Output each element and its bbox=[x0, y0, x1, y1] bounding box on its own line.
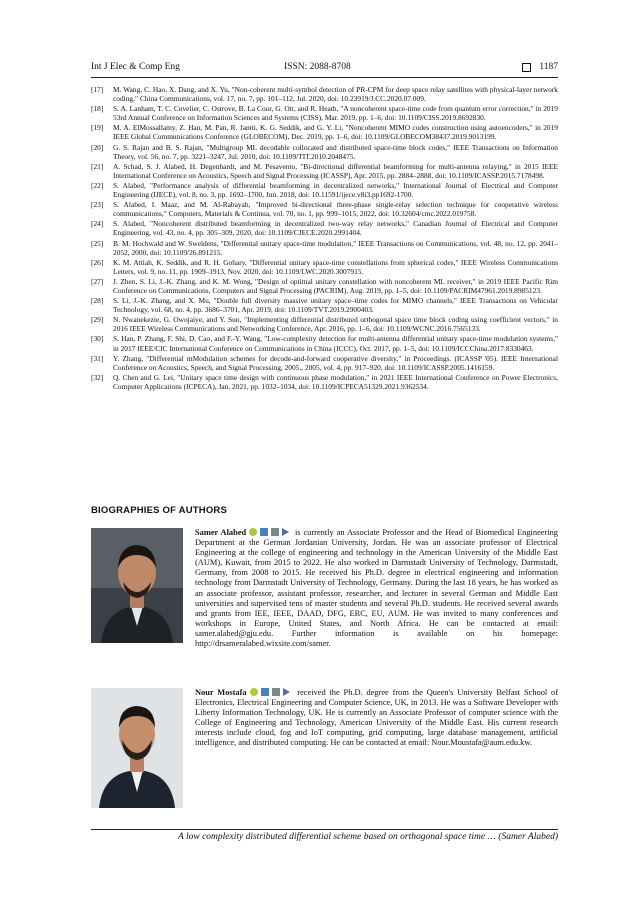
author-photo-samer bbox=[91, 528, 183, 643]
reference-number: [30] bbox=[91, 334, 104, 344]
reference-text: N. Nwanekezie, G. Owojaiye, and Y. Sun, "Implementing differential distributed orthogonal space time block coding using coefficient vectors," in 2016 IEEE Wireless Communications and Networking Conference, Apr. 2016, pp. 1–6, doi: 10.1109/WCNC.2016.7565133. bbox=[113, 315, 558, 334]
reference-text: M. A. ElMossallamy, Z. Han, M. Pan, R. Jantti, K. G. Seddik, and G. Y. Li, "Noncoherent MIMO codes construction using autoencoders," in 2019 IEEE Global Communications Conference (GLOBECOM), Dec. 2019, pp. 1–6, doi: 10.1109/GLOBECOM38437.2019.9013199. bbox=[113, 123, 558, 142]
reference-item bbox=[91, 181, 558, 199]
reference-text: S. Alabed, "Noncoherent distributed beamforming in decentralized two-way relay networks," Canadian Journal of Electrical and Computer Engineering, vol. 43, no. 4, pp. 305–309, 2020, doi: 10.1109/CJECE.2020.2991404. bbox=[113, 219, 558, 238]
reference-item bbox=[91, 315, 558, 333]
reference-list bbox=[91, 85, 558, 392]
reference-number: [19] bbox=[91, 123, 104, 133]
reference-item bbox=[91, 239, 558, 257]
page-number-group bbox=[522, 62, 558, 72]
reference-item bbox=[91, 85, 558, 103]
reference-item bbox=[91, 143, 558, 161]
reference-item bbox=[91, 162, 558, 180]
page-header bbox=[91, 60, 558, 74]
reference-text: Q. Chen and G. Lei, "Unitary space time design with continuous phase modulation," in 2021 IEEE International Conference on Power Electronics, Computer Applications (ICPECA), Jan. 2021, pp. 1032–1034, doi: 10.1109/ICPECA51329.2021.9362534. bbox=[113, 372, 558, 391]
reference-number: [17] bbox=[91, 85, 104, 94]
author-description: received the Ph.D. degree from the Queen's University Belfast School of Electronics, Electrical Engineering and Computer Science, UK, in 2013. He was a Software Developer with Liberty Information Technology, UK. He is currently an Associate Professor of computer science with the College of Engineering and Technology, American University of the Middle East. His current research interests include cloud, fog and IoT computing, grid computing, large database management, artificial intelligence, and distributed computing. He can be contacted at email: Nour.Moustafa@aum.edu.kw. bbox=[195, 688, 559, 748]
wos-icon[interactable] bbox=[283, 688, 290, 696]
scopus-icon[interactable] bbox=[271, 528, 279, 536]
reference-text: K. M. Attiah, K. Seddik, and R. H. Gohary, "Differential unitary space-time constellations from spherical codes," IEEE Wireless Communications Letters, vol. 9, no. 11, pp. 1909–1913, Nov. 2020, doi: 10.1109/LWC.2020.3007915. bbox=[113, 257, 558, 276]
reference-item bbox=[91, 354, 558, 372]
reference-text: S. Alabed, "Performance analysis of differential beamforming in decentralized networks," International Journal of Electrical and Computer Engineering (IJECE), vol. 8, no. 3, pp. 1692–1700, Jun. 2018, doi: 10.11591/ijece.v8i3.pp1692-1700. bbox=[113, 180, 558, 200]
author-name: Samer Alabed bbox=[195, 528, 247, 537]
reference-item bbox=[91, 219, 558, 237]
author-bio-1 bbox=[91, 528, 558, 649]
square-icon bbox=[522, 63, 531, 72]
header-divider bbox=[91, 77, 558, 78]
wos-icon[interactable] bbox=[282, 528, 289, 536]
reference-text: S. Alabed, I. Maaz, and M. Al-Rabayah, "Improved bi-directional three-phase single-relay selection technique for cooperative wireless communications," Computers, Materials & Continua, vol. 70, no. 1, pp. 999–1015, 2022, doi: 10.32604/cmc.2022.019758. bbox=[113, 200, 558, 219]
reference-number: [25] bbox=[91, 238, 104, 248]
reference-number: [22] bbox=[91, 180, 104, 190]
reference-text: J. Zhen, S. Li, J.-K. Zhang, and K. M. Wong, "Design of optimal unitary constellation with noncoherent ML receiver," in 2019 IEEE Pacific Rim Conference on Communications, Computers and Signal Processing (PACRIM), Aug. 2019, pp. 1–5, doi: 10.1109/PACRIM47961.2019.8985123. bbox=[113, 276, 558, 295]
reference-number: [26] bbox=[91, 257, 104, 267]
reference-item bbox=[91, 296, 558, 314]
reference-number: [29] bbox=[91, 315, 104, 325]
reference-item bbox=[91, 258, 558, 276]
scopus-icon[interactable] bbox=[272, 688, 280, 696]
reference-text: Y. Zhang, "Differential mModulation schemes for decode-and-forward cooperative diversity," in Proceedings. (ICASSP '05). IEEE International Conference on Acoustics, Speech, and Signal Processing, 2005., 2005, vol. 4, pp. 917–920, doi: 10.1109/ICASSP.2005.1416159. bbox=[113, 353, 558, 372]
page-footer: A low complexity distributed differential scheme based on orthogonal space time … (Samer Alabed) bbox=[177, 832, 558, 842]
scholar-icon[interactable] bbox=[261, 688, 269, 696]
reference-item bbox=[91, 373, 558, 391]
reference-number: [18] bbox=[91, 104, 104, 114]
biographies-heading: BIOGRAPHIES OF AUTHORS bbox=[91, 505, 227, 516]
author-description: is currently an Associate Professor and the Head of Biomedical Engineering Department at the German Jordanian University, Jordan. He was an associate professor of Electrical Engineering at the college of engineering and technology in the American University of the Middle East (AUM), Kuwait, from 2015 to 2022. He also worked in Darmstadt University of Technology, Darmstadt, Germany, from 2008 to 2015. He received his Ph.D. degree in electrical engineering and information technology from Darmstadt University of Technology, Germany. During the last 18 years, he has worked as an associate professor, assistant professor, researcher, and lecturer in several German and Middle East universities and supervised tens of master students and several Ph.D. students. He received several awards and grants from IEE, IEEE, DAAD, DFG, ERC, EU, AUM. He was invited to many conferences and workshops in Europe, United States, and North Africa. He can be contacted at email: samer.alabed@gju.edu. Further information is available on his homepage: http://drsameralabed.wixsite.com/samer. bbox=[195, 528, 558, 649]
reference-item bbox=[91, 334, 558, 352]
reference-number: [23] bbox=[91, 200, 104, 210]
reference-item bbox=[91, 123, 558, 141]
reference-number: [32] bbox=[91, 372, 104, 382]
reference-text: S. A. Lanham, T. C. Cuvelier, C. Ostrove, B. La Cour, G. Ott, and R. Heath, "A noncoherent space-time code from quantum error correction," in 2019 53rd Annual Conference on Information Sciences and Systems (CISS), Mar. 2019, pp. 1–6, doi: 10.1109/CISS.2019.8692830. bbox=[113, 104, 558, 123]
reference-number: [20] bbox=[91, 142, 104, 152]
reference-item bbox=[91, 200, 558, 218]
reference-text: S. Li, J.-K. Zhang, and X. Mu, "Double full diversity massive unitary space–time codes for MIMO channels," IEEE Transactions on Vehicular Technology, vol. 68, no. 4, pp. 3686–3701, Apr. 2019, doi: 10.1109/TVT.2019.2900403. bbox=[113, 296, 558, 315]
page-number: 1187 bbox=[539, 62, 558, 72]
author-name: Nour Mostafa bbox=[195, 688, 247, 697]
reference-item bbox=[91, 104, 558, 122]
reference-text: M. Wang, C. Hao, X. Dang, and X. Yu, "Non-coherent multi-symbol detection of PR-CPM for deep space relay satellites with physical-layer network coding," China Communications, vol. 17, no. 7, pp. 101–112, Jul. 2020, doi: 10.23919/J.CC.2020.07.009. bbox=[113, 85, 558, 104]
author-bio-text bbox=[195, 688, 558, 749]
footer-divider bbox=[91, 829, 558, 830]
reference-number: [31] bbox=[91, 353, 104, 363]
author-photo-nour bbox=[91, 688, 183, 808]
reference-text: A. Schad, S. J. Alabed, H. Degenhardt, and M. Pesavento, "Bi-directional differential beamforming for multi-antenna relaying," in 2015 IEEE International Conference on Acoustics, Speech and Signal Processing (ICASSP), Apr. 2015, pp. 2884–2888, doi: 10.1109/ICASSP.2015.7178498. bbox=[113, 161, 558, 180]
orcid-icon[interactable] bbox=[250, 688, 258, 696]
orcid-icon[interactable] bbox=[249, 528, 257, 536]
reference-number: [24] bbox=[91, 219, 104, 229]
reference-number: [21] bbox=[91, 161, 104, 171]
reference-text: B. M. Hochwald and W. Sweldens, "Differential unitary space-time modulation," IEEE Transactions on Communications, vol. 48, no. 12, pp. 2041–2052, 2000, doi: 10.1109/26.891215. bbox=[113, 238, 558, 257]
author-bio-2 bbox=[91, 688, 558, 749]
reference-text: S. Han, P. Zhang, F. Shi, D. Cao, and F.-Y. Wang, "Low-complexity detection for multi-antenna differential unitary space-time modulation systems," in 2017 IEEE/CIC International Conference on Communications in China (ICCC), Oct. 2017, pp. 1–5, doi: 10.1109/ICCChina.2017.8330463. bbox=[113, 334, 558, 353]
reference-item bbox=[91, 277, 558, 295]
author-bio-text bbox=[195, 528, 558, 649]
reference-number: [28] bbox=[91, 296, 104, 306]
journal-name: Int J Elec & Comp Eng bbox=[91, 62, 180, 72]
scholar-icon[interactable] bbox=[260, 528, 268, 536]
reference-text: G. S. Rajan and B. S. Rajan, "Multigroup ML decodable collocated and distributed space-time block codes," IEEE Transactions on Information Theory, vol. 56, no. 7, pp. 3221–3247, Jul. 2010, doi: 10.1109/TIT.2010.2048475. bbox=[113, 142, 558, 161]
issn: ISSN: 2088-8708 bbox=[284, 62, 351, 72]
reference-number: [27] bbox=[91, 276, 104, 286]
